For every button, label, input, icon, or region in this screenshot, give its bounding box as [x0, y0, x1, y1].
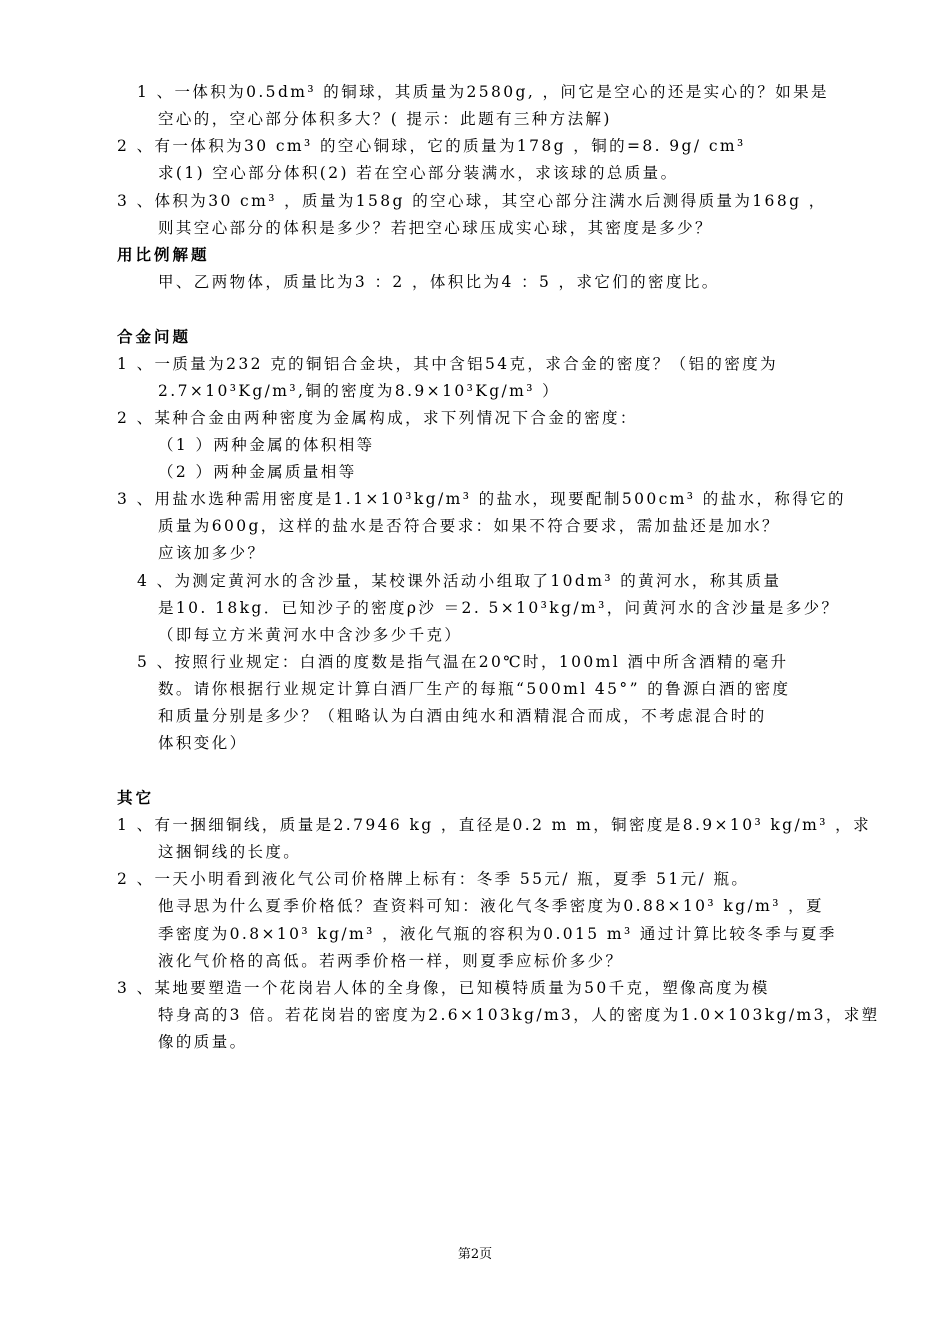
alloy-problem-5-line-4: 体积变化） [158, 734, 248, 752]
problem-3-line-2: 则其空心部分的体积是多少？若把空心球压成实心球，其密度是多少？ [158, 219, 713, 237]
alloy-problem-5-line-3: 和质量分别是多少？（粗略认为白酒由纯水和酒精混合而成，不考虑混合时的 [158, 707, 767, 725]
ratio-problem: 甲、乙两物体，质量比为3 ：2 ，体积比为4 ：5 ，求它们的密度比。 [158, 273, 720, 291]
problem-1-line-1: 1 、一体积为0.5dm³ 的铜球，其质量为2580g, ，问它是空心的还是实心的？如果是 [137, 83, 829, 101]
alloy-problem-3-line-1: 3 、用盐水选种需用密度是1.1×10³kg/m³ 的盐水，现要配制500cm³ 的盐水，称得它的 [117, 490, 846, 508]
alloy-problem-3-line-2: 质量为600g，这样的盐水是否符合要求：如果不符合要求，需加盐还是加水？ [158, 517, 780, 535]
alloy-problem-2-option-1: （1 ）两种金属的体积相等 [158, 436, 375, 454]
problem-3-line-1: 3 、体积为30 cm³ ，质量为158g 的空心球，其空心部分注满水后测得质量为168g ， [117, 192, 827, 210]
problem-2-line-1: 2 、有一体积为30 cm³ 的空心铜球，它的质量为178g ，铜的=8. 9g/ cm³ [117, 137, 746, 155]
alloy-problem-5-line-1: 5 、按照行业规定：白酒的度数是指气温在20℃时，100ml 酒中所含酒精的毫升 [137, 653, 789, 671]
other-problem-1-line-1: 1 、有一捆细铜线，质量是2.7946 kg ，直径是0.2 m m，铜密度是8.9×10³ kg/m³ ，求 [117, 816, 871, 834]
other-problem-2-line-1: 2 、一天小明看到液化气公司价格牌上标有：冬季 55元/ 瓶，夏季 51元/ 瓶。 [117, 870, 750, 888]
other-problem-2-line-4: 液化气价格的高低。若两季价格一样，则夏季应标价多少？ [158, 952, 624, 970]
alloy-problem-4-line-1: 4 、为测定黄河水的含沙量，某校课外活动小组取了10dm³ 的黄河水，称其质量 [137, 572, 782, 590]
other-problem-1-line-2: 这捆铜线的长度。 [158, 843, 302, 861]
page-number: 第2页 [457, 1247, 493, 1262]
problem-1-line-2: 空心的，空心部分体积多大？( 提示：此题有三种方法解) [158, 110, 612, 128]
alloy-problem-4-line-3: （即每立方米黄河水中含沙多少千克） [158, 626, 463, 644]
alloy-problem-1-line-2: 2.7×10³Kg/m³,铜的密度为8.9×10³Kg/m³ ） [158, 382, 561, 400]
other-heading: 其它 [117, 789, 155, 807]
other-problem-3-line-3: 像的质量。 [158, 1033, 248, 1051]
other-problem-3-line-2: 特身高的3 倍。若花岗岩的密度为2.6×103kg/m3，人的密度为1.0×103kg/m3，求塑 [158, 1006, 880, 1024]
other-problem-2-line-3: 季密度为0.8×10³ kg/m³ ，液化气瓶的容积为0.015 m³ 通过计算比较冬季与夏季 [158, 925, 837, 943]
problem-2-line-2: 求(1) 空心部分体积(2) 若在空心部分装满水，求该球的总质量。 [158, 164, 679, 182]
other-problem-3-line-1: 3 、某地要塑造一个花岗岩人体的全身像，已知模特质量为50千克，塑像高度为模 [117, 979, 770, 997]
alloy-problem-2-line-1: 2 、某种合金由两种密度为金属构成，求下列情况下合金的密度： [117, 409, 638, 427]
alloy-problem-1-line-1: 1 、一质量为232 克的铜铝合金块，其中含铝54克，求合金的密度？（铝的密度为 [117, 355, 779, 373]
alloy-problem-5-line-2: 数。请你根据行业规定计算白酒厂生产的每瓶“500ml 45°” 的鲁源白酒的密度 [158, 680, 791, 698]
other-problem-2-line-2: 他寻思为什么夏季价格低？查资料可知：液化气冬季密度为0.88×10³ kg/m³ ，夏 [158, 897, 824, 915]
alloy-problem-3-line-3: 应该加多少？ [158, 544, 266, 562]
alloy-problem-4-line-2: 是10. 18kg．已知沙子的密度ρ沙 ＝2. 5×10³kg/m³，问黄河水的含沙量是多少？ [158, 599, 840, 617]
alloy-problem-2-option-2: （2 ）两种金属质量相等 [158, 463, 357, 481]
alloy-heading: 合金问题 [117, 328, 192, 346]
ratio-heading: 用比例解题 [117, 246, 210, 264]
